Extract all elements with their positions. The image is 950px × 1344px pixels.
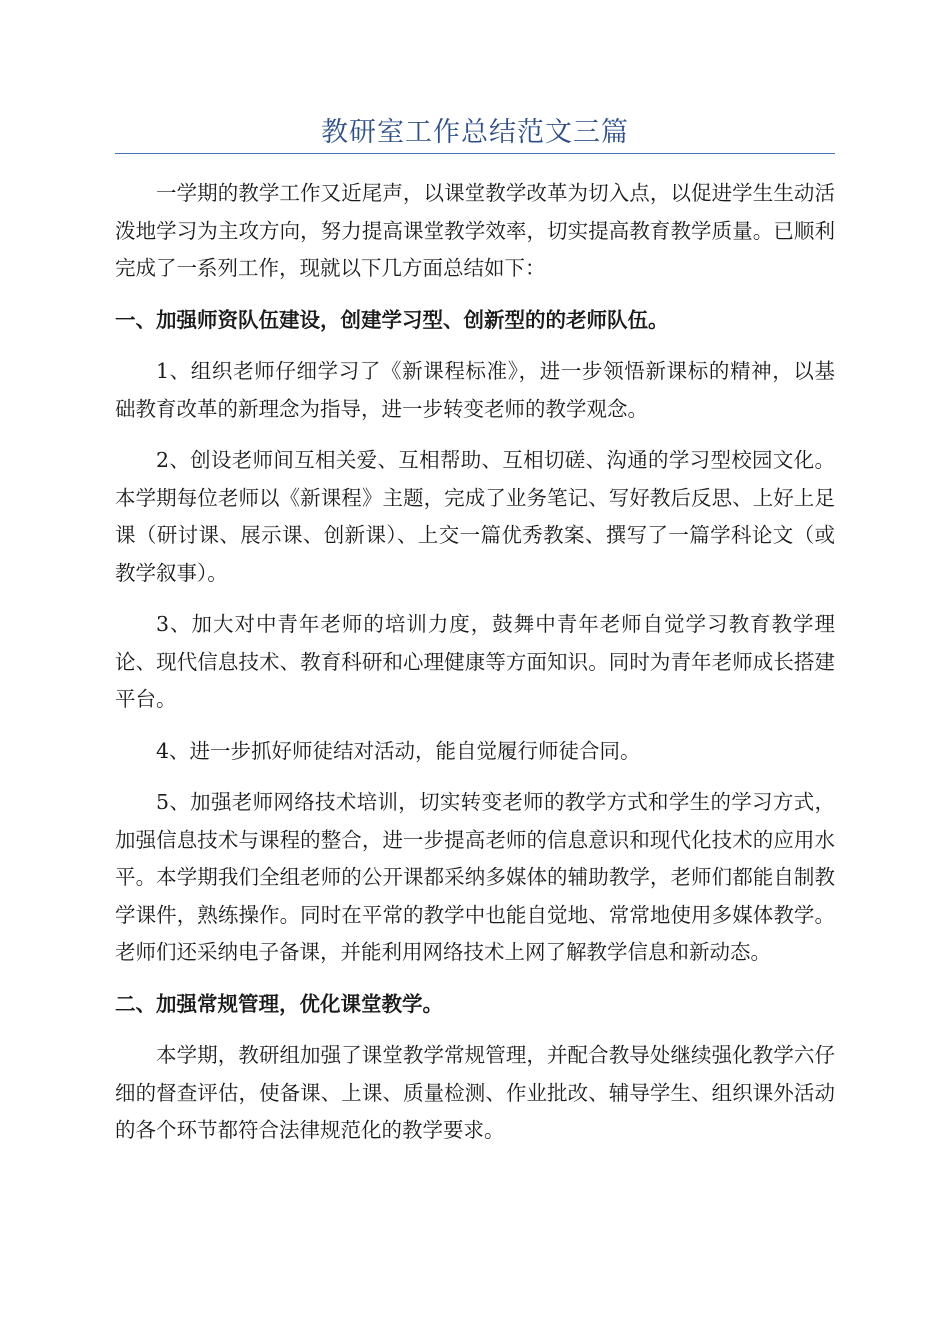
section1-item-3: 3、加大对中青年老师的培训力度，鼓舞中青年老师自觉学习教育教学理论、现代信息技术、教育科研和心理健康等方面知识。同时为青年老师成长搭建平台。 <box>115 612 835 711</box>
document-title: 教研室工作总结范文三篇 <box>321 117 629 148</box>
document-body <box>115 175 835 1164</box>
section1-item-1: 1、组织老师仔细学习了《新课程标准》，进一步领悟新课标的精神，以基础教育改革的新理念为指导，进一步转变老师的教学观念。 <box>115 359 835 421</box>
intro-paragraph: 一学期的教学工作又近尾声，以课堂教学改革为切入点，以促进学生生动活泼地学习为主攻方向，努力提高课堂教学效率，切实提高教育教学质量。已顺利完成了一系列工作，现就以下几方面总结如下： <box>115 181 835 280</box>
section2-paragraph: 本学期，教研组加强了课堂教学常规管理，并配合教导处继续强化教学六仔细的督查评估，使备课、上课、质量检测、作业批改、辅导学生、组织课外活动的各个环节都符合法律规范化的教学要求。 <box>115 1043 835 1142</box>
title-underline <box>115 153 835 154</box>
section1-item-4: 4、进一步抓好师徒结对活动，能自觉履行师徒合同。 <box>156 738 641 763</box>
section1-item-2: 2、创设老师间互相关爱、互相帮助、互相切磋、沟通的学习型校园文化。本学期每位老师以《新课程》主题，完成了业务笔记、写好教后反思、上好上足课（研讨课、展示课、创新课）、上交一篇优秀教案、撰写了一篇学科论文（或教学叙事）。 <box>115 448 835 585</box>
section-heading-2: 二、加强常规管理，优化课堂教学。 <box>115 991 443 1016</box>
section-heading-1: 一、加强师资队伍建设，创建学习型、创新型的的老师队伍。 <box>115 307 669 332</box>
section1-item-5: 5、加强老师网络技术培训，切实转变老师的教学方式和学生的学习方式，加强信息技术与课程的整合，进一步提高老师的信息意识和现代化技术的应用水平。本学期我们全组老师的公开课都采纳多媒体的辅助教学，老师们都能自制教学课件，熟练操作。同时在平常的教学中也能自觉地、常常地使用多媒体教学。老师们还采纳电子备课，并能利用网络技术上网了解教学信息和新动态。 <box>115 790 835 964</box>
